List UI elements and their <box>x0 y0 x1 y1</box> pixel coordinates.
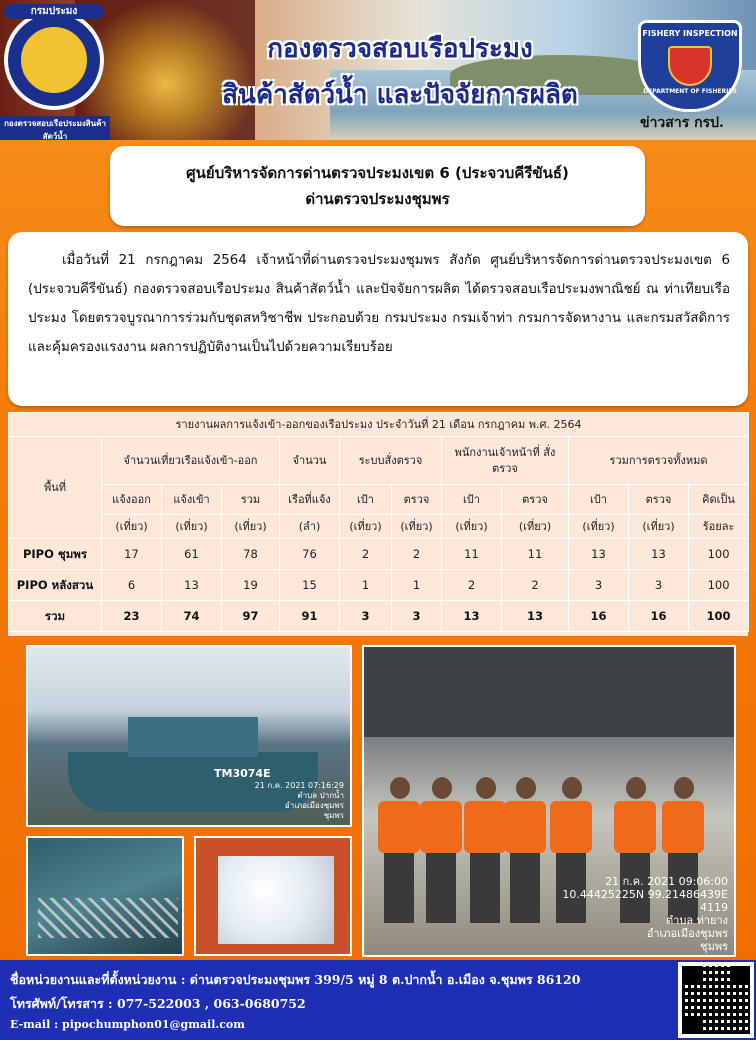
table-subheader: ตรวจ <box>629 485 689 515</box>
stamp-line: 4119 <box>700 901 728 914</box>
table-subheader: เป้า <box>340 485 392 515</box>
boat-cabin <box>128 717 258 757</box>
table-unit: (เที่ยว) <box>162 515 222 539</box>
table-cell: 11 <box>442 539 502 570</box>
fishing-net-photo <box>26 836 184 956</box>
news-paragraph: เมื่อวันที่ 21 กรกฎาคม 2564 เจ้าหน้าที่ด่านตรวจประมงชุมพร สังกัด ศูนย์บริหารจัดการด่านตรวจประมงเขต 6 (ประจวบคีรีขันธ์) กองตรวจสอบเรือประมง สินค้าสัตว์น้ำ และปัจจัยการผลิต ได้ตรวจสอบเรือประมงพาณิชย์ ณ ท่าเทียบเรือประมง โดยตรวจบูรณาการร่วมกับชุดสหวิชาชีพ ประกอบด้วย กรมประมง กรมเจ้าท่า กรมการจัดหางาน และกรมสวัสดิการและคุ้มครองแรงงาน ผลการปฏิบัติงานเป็นไปด้วยความเรียบร้อย <box>28 253 730 355</box>
table-unit: (เที่ยว) <box>569 515 629 539</box>
table-cell: 2 <box>442 570 502 601</box>
seal-label: กรมประมง <box>4 4 104 19</box>
table-subheader: เป้า <box>569 485 629 515</box>
table-header-count: จำนวน <box>280 437 340 485</box>
crew-member <box>464 777 506 927</box>
table-subheader: คิดเป็น <box>689 485 749 515</box>
header-banner <box>0 0 756 140</box>
table-row <box>9 539 749 570</box>
table-cell: 61 <box>162 539 222 570</box>
report-table-wrap <box>8 412 748 636</box>
stamp-line: ตำบล ท่ายาง <box>666 914 728 927</box>
table-total-row <box>9 601 749 632</box>
crew-member <box>378 777 420 927</box>
table-total-cell: 13 <box>442 601 502 632</box>
table-cell: 11 <box>502 539 569 570</box>
qr-code-icon[interactable] <box>678 962 754 1038</box>
table-cell: 78 <box>222 539 280 570</box>
department-seal-icon <box>4 10 104 110</box>
badge-emblem-icon <box>668 46 712 86</box>
boat-registration: TM3074E <box>214 767 271 780</box>
table-total-label: รวม <box>9 601 102 632</box>
table-total-cell: 97 <box>222 601 280 632</box>
news-tag: ข่าวสาร กรป. <box>640 115 724 131</box>
table-row-area: PIPO ชุมพร <box>9 539 102 570</box>
report-table <box>8 412 749 632</box>
table-total-cell: 16 <box>569 601 629 632</box>
page-title <box>190 26 610 118</box>
table-cell: 13 <box>569 539 629 570</box>
table-header-trips: จำนวนเที่ยวเรือแจ้งเข้า-ออก <box>102 437 280 485</box>
table-subheader: ตรวจ <box>392 485 442 515</box>
boat-photo-stamp <box>255 781 344 821</box>
table-caption: รายงานผลการแจ้งเข้า-ออกของเรือประมง ประจำวันที่ 21 เดือน กรกฎาคม พ.ศ. 2564 <box>9 413 749 437</box>
table-cell: 100 <box>689 570 749 601</box>
fishing-boat-photo <box>26 645 352 827</box>
stamp-line: อำเภอเมืองชุมพร <box>646 927 728 940</box>
footer-phone: โทรศัพท์/โทรสาร : 077-522003 , 063-0680752 <box>10 996 306 1011</box>
table-subheader: เป้า <box>442 485 502 515</box>
table-row <box>9 570 749 601</box>
table-cell: 19 <box>222 570 280 601</box>
news-paragraph-box <box>8 232 748 406</box>
stamp-line: อำเภอเมืองชุมพร <box>284 801 344 810</box>
footer-address: ชื่อหน่วยงานและที่ตั้งหน่วยงาน : ด่านตรวจประมงชุมพร 399/5 หมู่ 8 ต.ปากน้ำ อ.เมือง จ.ชุมพร 86120 <box>10 972 581 987</box>
office-title-box <box>110 146 645 226</box>
table-unit: ร้อยละ <box>689 515 749 539</box>
table-cell: 2 <box>502 570 569 601</box>
table-unit: (เที่ยว) <box>340 515 392 539</box>
ice-fish <box>218 856 334 944</box>
table-unit: (เที่ยว) <box>222 515 280 539</box>
table-unit: (เที่ยว) <box>102 515 162 539</box>
crew-member <box>420 777 462 927</box>
table-unit: (เที่ยว) <box>442 515 502 539</box>
table-unit: (เที่ยว) <box>629 515 689 539</box>
table-unit: (เที่ยว) <box>392 515 442 539</box>
table-row-area: PIPO หลังสวน <box>9 570 102 601</box>
table-cell: 100 <box>689 539 749 570</box>
crew-member <box>504 777 546 927</box>
table-subheader-row <box>9 485 749 515</box>
table-header-area: พื้นที่ <box>9 437 102 539</box>
pier-roof <box>364 647 734 737</box>
table-cell: 76 <box>280 539 340 570</box>
table-total-cell: 16 <box>629 601 689 632</box>
page-title-line1: กองตรวจสอบเรือประมง <box>267 34 533 64</box>
stamp-line: 21 ก.ค. 2021 09:06:00 <box>605 875 728 888</box>
contact-footer <box>0 960 756 1040</box>
table-total-cell: 23 <box>102 601 162 632</box>
table-units-row <box>9 515 749 539</box>
table-total-cell: 3 <box>340 601 392 632</box>
table-cell: 3 <box>569 570 629 601</box>
table-subheader: ตรวจ <box>502 485 569 515</box>
table-cell: 6 <box>102 570 162 601</box>
fishery-inspection-badge-icon <box>638 20 742 112</box>
fish-hold-ice-photo <box>194 836 352 956</box>
stamp-line: ชุมพร <box>323 811 344 820</box>
table-cell: 2 <box>340 539 392 570</box>
office-title-line1: ศูนย์บริหารจัดการด่านตรวจประมงเขต 6 (ประจวบคีรีขันธ์) <box>186 164 569 182</box>
table-total-cell: 13 <box>502 601 569 632</box>
table-cell: 17 <box>102 539 162 570</box>
inspection-crew-photo <box>362 645 736 957</box>
table-cell: 13 <box>162 570 222 601</box>
seal-sublabel: กองตรวจสอบเรือประมงสินค้าสัตว์น้ำ <box>0 116 110 140</box>
table-unit: (ลำ) <box>280 515 340 539</box>
table-cell: 3 <box>629 570 689 601</box>
table-subheader: เรือที่แจ้ง <box>280 485 340 515</box>
table-total-cell: 3 <box>392 601 442 632</box>
table-subheader: แจ้งเข้า <box>162 485 222 515</box>
stamp-line: 21 ก.ค. 2021 07:16:29 <box>254 781 344 790</box>
table-cell: 1 <box>392 570 442 601</box>
stamp-line: ชุมพร <box>700 940 728 953</box>
badge-top-text: FISHERY INSPECTION <box>642 29 738 38</box>
table-header-system: ระบบสั่งตรวจ <box>340 437 442 485</box>
table-cell: 1 <box>340 570 392 601</box>
table-total-cell: 91 <box>280 601 340 632</box>
page-title-line2: สินค้าสัตว์น้ำ และปัจจัยการผลิต <box>222 80 578 110</box>
table-total-cell: 100 <box>689 601 749 632</box>
stamp-line: ตำบล ปากน้ำ <box>297 791 344 800</box>
crew-photo-stamp <box>562 875 728 953</box>
table-total-cell: 74 <box>162 601 222 632</box>
table-cell: 13 <box>629 539 689 570</box>
stamp-line: 10.44425225N 99.21486439E <box>562 888 728 901</box>
footer-email[interactable]: E-mail : pipochumphon01@gmail.com <box>10 1018 245 1031</box>
table-cell: 15 <box>280 570 340 601</box>
badge-bottom-text: DEPARTMENT OF FISHERIES <box>643 88 737 95</box>
table-unit: (เที่ยว) <box>502 515 569 539</box>
table-header-officer: พนักงานเจ้าหน้าที่ สั่งตรวจ <box>442 437 569 485</box>
table-subheader: แจ้งออก <box>102 485 162 515</box>
office-title-line2: ด่านตรวจประมงชุมพร <box>305 190 450 208</box>
table-subheader: รวม <box>222 485 280 515</box>
net-mesh <box>38 898 178 938</box>
table-header-total: รวมการตรวจทั้งหมด <box>569 437 749 485</box>
table-cell: 2 <box>392 539 442 570</box>
